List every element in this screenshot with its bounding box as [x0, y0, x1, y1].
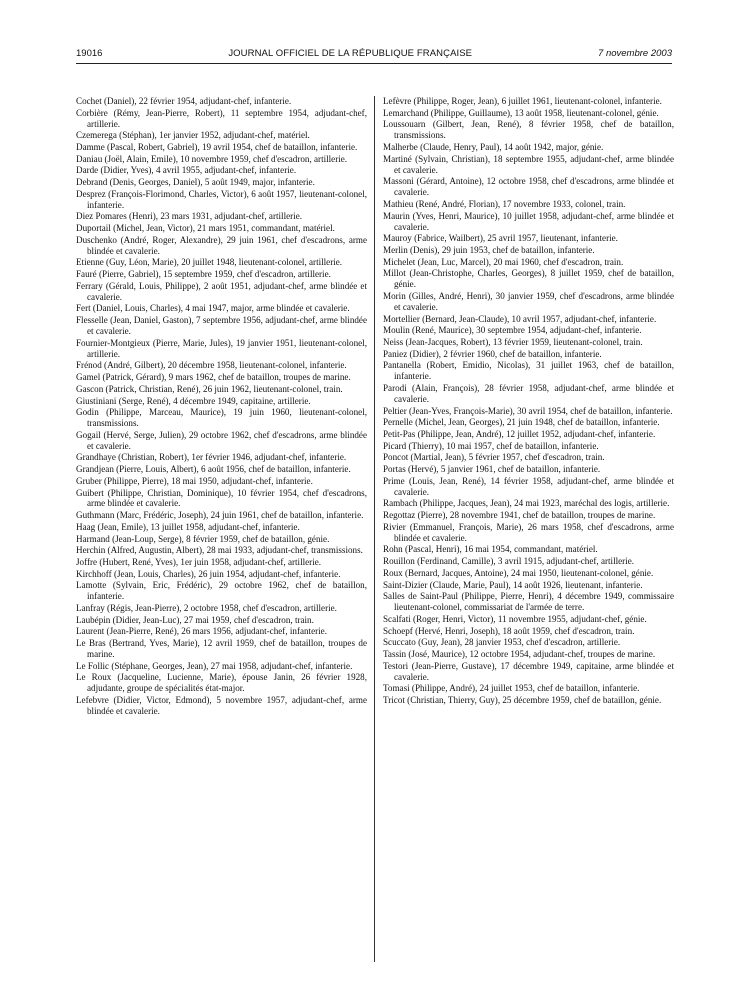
list-item: Roux (Bernard, Jacques, Antoine), 24 mai 1950, lieutenant-colonel, génie. [383, 567, 654, 578]
list-item: Fauré (Pierre, Gabriel), 15 septembre 1959, chef d'escadron, artillerie. [76, 269, 331, 280]
list-item: Tomasi (Philippe, André), 24 juillet 1953, chef de bataillon, infanterie. [383, 683, 640, 694]
list-item: Giustiniani (Serge, René), 4 décembre 1949, capitaine, artillerie. [76, 395, 311, 406]
list-item: Tassin (José, Maurice), 12 octobre 1954, adjudant-chef, troupes de marine. [383, 648, 656, 659]
list-item: Scuccato (Guy, Jean), 28 janvier 1953, chef d'escadron, artillerie. [383, 637, 621, 648]
list-item: Le Bras (Bertrand, Yves, Marie), 12 avril 1959, chef de bataillon, troupes de marine. [76, 638, 367, 659]
list-item: Cochet (Daniel), 22 février 1954, adjudant-chef, infanterie. [76, 96, 292, 106]
list-item: Flesselle (Jean, Daniel, Gaston), 7 septembre 1956, adjudant-chef, arme blindée et cavalerie. [76, 315, 367, 337]
list-item: Lamotte (Sylvain, Eric, Frédéric), 29 octobre 1962, chef de bataillon, infanterie. [76, 580, 367, 602]
list-item: Picard (Thierry), 10 mai 1957, chef de bataillon, infanterie. [383, 440, 599, 451]
list-item: Portas (Hervé), 5 janvier 1961, chef de bataillon, infanterie. [383, 464, 601, 475]
list-item: Fert (Daniel, Louis, Charles), 4 mai 1947, major, arme blindée et cavalerie. [76, 303, 350, 314]
list-item: Guthmann (Marc, Frédéric, Joseph), 24 juin 1961, chef de bataillon, infanterie. [76, 510, 364, 521]
list-item: Czemerega (Stéphan), 1er janvier 1952, adjudant-chef, matériel. [76, 130, 310, 141]
list-item: Harmand (Jean-Loup, Serge), 8 février 1959, chef de bataillon, génie. [76, 533, 330, 544]
list-item: Gamel (Patrick, Gérard), 9 mars 1962, chef de bataillon, troupes de marine. [76, 372, 351, 383]
list-item: Pantanella (Robert, Emidio, Nicolas), 31 juillet 1963, chef de bataillon, infanterie. [383, 360, 674, 382]
list-item: Petit-Pas (Philippe, Jean, André), 12 juillet 1952, adjudant-chef, infanterie. [383, 429, 656, 440]
list-item: Kirchhoff (Jean, Louis, Charles), 26 juin 1954, adjudant-chef, infanterie. [76, 568, 341, 579]
list-item: Fournier-Montgieux (Pierre, Marie, Jules), 19 janvier 1951, lieutenant-colonel, artillerie. [76, 337, 367, 359]
list-item: Rambach (Philippe, Jacques, Jean), 24 mai 1923, maréchal des logis, artillerie. [383, 498, 670, 509]
list-item: Guibert (Philippe, Christian, Dominique), 10 février 1954, chef d'escadrons, arme blindée et cavalerie. [76, 487, 367, 509]
list-item: Salles de Saint-Paul (Philippe, Pierre, Henri), 4 décembre 1949, commissaire lieutenant-colonel, commissariat de l'armée de terre. [383, 591, 674, 613]
list-item: Daniau (Joël, Alain, Emile), 10 novembre 1959, chef d'escadron, artillerie. [76, 153, 348, 164]
list-item: Gogail (Hervé, Serge, Julien), 29 octobre 1962, chef d'escadrons, arme blindée et cavalerie. [76, 429, 367, 451]
list-item: Martiné (Sylvain, Christian), 18 septembre 1955, adjudant-chef, arme blindée et cavalerie. [383, 153, 674, 175]
list-item: Scalfati (Roger, Henri, Victor), 11 novembre 1955, adjudant-chef, génie. [383, 613, 647, 624]
list-item: Desprez (François-Florimond, Charles, Victor), 6 août 1957, lieutenant-colonel, infanterie. [76, 188, 367, 210]
list-item: Etienne (Guy, Léon, Marie), 20 juillet 1948, lieutenant-colonel, artillerie. [76, 257, 343, 268]
list-item: Duschenko (André, Roger, Alexandre), 29 juin 1961, chef d'escadrons, arme blindée et cavalerie. [76, 234, 367, 256]
list-item: Prime (Louis, Jean, René), 14 février 1958, adjudant-chef, arme blindée et cavalerie. [383, 475, 674, 497]
list-item: Loussouarn (Gilbert, Jean, René), 8 février 1958, chef de bataillon, transmissions. [383, 119, 674, 141]
list-item: Mauroy (Fabrice, Wailbert), 25 avril 1957, lieutenant, infanterie. [383, 233, 618, 244]
list-item: Corbière (Rémy, Jean-Pierre, Robert), 11 septembre 1954, adjudant-chef, artillerie. [76, 107, 367, 129]
list-item: Lefèvre (Philippe, Roger, Jean), 6 juillet 1961, lieutenant-colonel, infanterie. [383, 96, 662, 106]
list-item: Testori (Jean-Pierre, Gustave), 17 décembre 1949, capitaine, arme blindée et cavalerie. [383, 660, 674, 682]
list-item: Ferrary (Gérald, Louis, Philippe), 2 août 1951, adjudant-chef, arme blindée et cavalerie. [76, 280, 367, 302]
list-item: Godin (Philippe, Marceau, Maurice), 19 juin 1960, lieutenant-colonel, transmissions. [76, 407, 367, 429]
list-item: Grandhaye (Christian, Robert), 1er février 1946, adjudant-chef, infanterie. [76, 452, 347, 463]
list-item: Rivier (Emmanuel, François, Marie), 26 mars 1958, chef d'escadrons, arme blindée et cavalerie. [383, 521, 674, 543]
list-item: Parodi (Alain, François), 28 février 1958, adjudant-chef, arme blindée et cavalerie. [383, 383, 674, 404]
list-item: Moulin (René, Maurice), 30 septembre 1954, adjudant-chef, infanterie. [383, 325, 642, 336]
list-item: Debrand (Denis, Georges, Daniel), 5 août 1949, major, infanterie. [76, 177, 315, 188]
list-item: Le Follic (Stéphane, Georges, Jean), 27 mai 1958, adjudant-chef, infanterie. [76, 660, 353, 671]
list-item: Pernelle (Michel, Jean, Georges), 21 juin 1948, chef de bataillon, infanterie. [383, 417, 660, 428]
list-item: Lemarchand (Philippe, Guillaume), 13 août 1958, lieutenant-colonel, génie. [383, 107, 659, 118]
list-item: Darde (Didier, Yves), 4 avril 1955, adjudant-chef, infanterie. [76, 165, 297, 176]
list-item: Diez Pomares (Henri), 23 mars 1931, adjudant-chef, artillerie. [76, 211, 302, 222]
list-item: Morin (Gilles, André, Henri), 30 janvier 1959, chef d'escadrons, arme blindée et cavalerie. [383, 290, 674, 312]
list-item: Joffre (Hubert, René, Yves), 1er juin 1958, adjudant-chef, artillerie. [76, 556, 322, 567]
list-item: Rohn (Pascal, Henri), 16 mai 1954, commandant, matériel. [383, 544, 598, 555]
list-item: Massoni (Gérard, Antoine), 12 octobre 1958, chef d'escadrons, arme blindée et cavalerie. [383, 176, 674, 198]
list-item: Damme (Pascal, Robert, Gabriel), 19 avril 1954, chef de bataillon, infanterie. [76, 142, 358, 153]
list-item: Peltier (Jean-Yves, François-Marie), 30 avril 1954, chef de bataillon, infanterie. [383, 405, 673, 416]
list-item: Grandjean (Pierre, Louis, Albert), 6 août 1956, chef de bataillon, infanterie. [76, 464, 351, 475]
list-item: Saint-Dizier (Claude, Marie, Paul), 14 août 1926, lieutenant, infanterie. [383, 579, 643, 590]
list-item: Michelet (Jean, Luc, Marcel), 20 mai 1960, chef d'escadron, train. [383, 256, 624, 267]
left-column [76, 96, 367, 718]
list-item: Gascon (Patrick, Christian, René), 26 juin 1962, lieutenant-colonel, train. [76, 383, 343, 394]
issue-date: 7 novembre 2003 [598, 47, 672, 59]
list-item: Frénod (André, Gilbert), 20 décembre 1958, lieutenant-colonel, infanterie. [76, 360, 347, 371]
list-item: Tricot (Christian, Thierry, Guy), 25 décembre 1959, chef de bataillon, génie. [383, 695, 662, 705]
list-item: Malherbe (Claude, Henry, Paul), 14 août 1942, major, génie. [383, 142, 604, 153]
column-divider [374, 96, 375, 962]
list-item: Lanfray (Régis, Jean-Pierre), 2 octobre 1958, chef d'escadron, artillerie. [76, 602, 337, 613]
list-item: Lefebvre (Didier, Victor, Edmond), 5 novembre 1957, adjudant-chef, arme blindée et cavalerie. [76, 695, 367, 716]
publication-title: JOURNAL OFFICIEL DE LA RÉPUBLIQUE FRANÇAISE [228, 47, 473, 59]
list-item: Regottaz (Pierre), 28 novembre 1941, chef de bataillon, troupes de marine. [383, 510, 656, 521]
list-item: Mathieu (René, André, Florian), 17 novembre 1933, colonel, train. [383, 198, 626, 209]
list-item: Merlin (Denis), 29 juin 1953, chef de bataillon, infanterie. [383, 244, 595, 255]
list-item: Gruber (Philippe, Pierre), 18 mai 1950, adjudant-chef, infanterie. [76, 475, 313, 486]
list-item: Haag (Jean, Emile), 13 juillet 1958, adjudant-chef, infanterie. [76, 521, 300, 532]
list-item: Millot (Jean-Christophe, Charles, Georges), 8 juillet 1959, chef de bataillon, génie. [383, 268, 674, 290]
right-column [383, 96, 674, 707]
list-item: Laurent (Jean-Pierre, René), 26 mars 1956, adjudant-chef, infanterie. [76, 626, 327, 637]
list-item: Laubépin (Didier, Jean-Luc), 27 mai 1959, chef d'escadron, train. [76, 614, 314, 625]
list-item: Poncot (Martial, Jean), 5 février 1957, chef d'escadron, train. [383, 452, 605, 463]
page-number: 19016 [76, 47, 103, 59]
list-item: Le Roux (Jacqueline, Lucienne, Marie), épouse Janin, 26 février 1928, adjudante, groupe de spécialités état-major. [76, 672, 367, 694]
header-rule [76, 63, 672, 64]
list-item: Paniez (Didier), 2 février 1960, chef de bataillon, infanterie. [383, 348, 602, 359]
list-item: Neiss (Jean-Jacques, Robert), 13 février 1959, lieutenant-colonel, train. [383, 336, 643, 347]
list-item: Rouillon (Ferdinand, Camille), 3 avril 1915, adjudant-chef, artillerie. [383, 556, 635, 567]
list-item: Duportail (Michel, Jean, Victor), 21 mars 1951, commandant, matériel. [76, 223, 335, 234]
list-item: Herchin (Alfred, Augustin, Albert), 28 mai 1933, adjudant-chef, transmissions. [76, 545, 363, 556]
page-header [76, 46, 672, 60]
list-item: Schoepf (Hervé, Henri, Joseph), 18 août 1959, chef d'escadron, train. [383, 625, 635, 636]
list-item: Mortellier (Bernard, Jean-Claude), 10 avril 1957, adjudant-chef, infanterie. [383, 313, 657, 324]
list-item: Maurin (Yves, Henri, Maurice), 10 juillet 1958, adjudant-chef, arme blindée et cavalerie. [383, 210, 674, 232]
